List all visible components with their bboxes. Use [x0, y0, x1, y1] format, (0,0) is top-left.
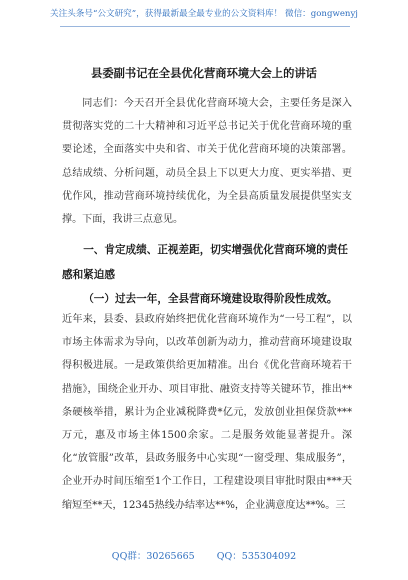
- document-title: 县委副书记在全县优化营商环境大会上的讲话: [91, 66, 317, 80]
- header-banner: 关注头条号“公文研究”，获得最新最全最专业的公文资料库！ 微信：gongwenyj: [50, 9, 358, 19]
- footer-qq-number: QQ：535304092: [216, 551, 297, 562]
- body-paragraph-1: 近年来，县委、县政府始终把优化营商环境作为“一号工程”，以市场主体需求为导向，以改革创新为动力，推动营商环境建设取得积极进展。一是政策供给更加精准。出台《优化营商环境若干措施》，围绕企业开办、项目审批、融资支持等关键环节，推出**条硬核举措，累计为企业减税降费*亿元，发放创业担保贷款***万元，惠及市场主体1500余家。二是服务效能显著提升。深化“放管服”改革，县政务服务中心实现“一窗受理、集成服务”，企业开办时间压缩至1个工作日，工程建设项目审批时限由***天缩短至**天，12345热线办结率达**%，企业满意度达**%。三: [62, 314, 352, 511]
- footer-banner: [0, 550, 408, 564]
- footer-qq-group: QQ群：30265665: [111, 551, 195, 562]
- header-divider: [60, 26, 350, 27]
- intro-paragraph: 同志们：今天召开全县优化营商环境大会，主要任务是深入贯彻落实党的二十大精神和习近平总书记关于优化营商环境的重要论述，全面落实中央和省、市关于优化营商环境的决策部署。总结成绩、分析问题，动员全县上下以更大力度、更实举措、更优作风，推动营商环境持续优化，为全县高质量发展提供坚实支撑。下面，我讲三点意见。: [62, 98, 352, 226]
- subsection-heading-1: （一）过去一年，全县营商环境建设取得阶段性成效。: [83, 293, 338, 305]
- section-heading-1: 一、肯定成绩、正视差距，切实增强优化营商环境的责任感和紧迫感: [62, 244, 349, 281]
